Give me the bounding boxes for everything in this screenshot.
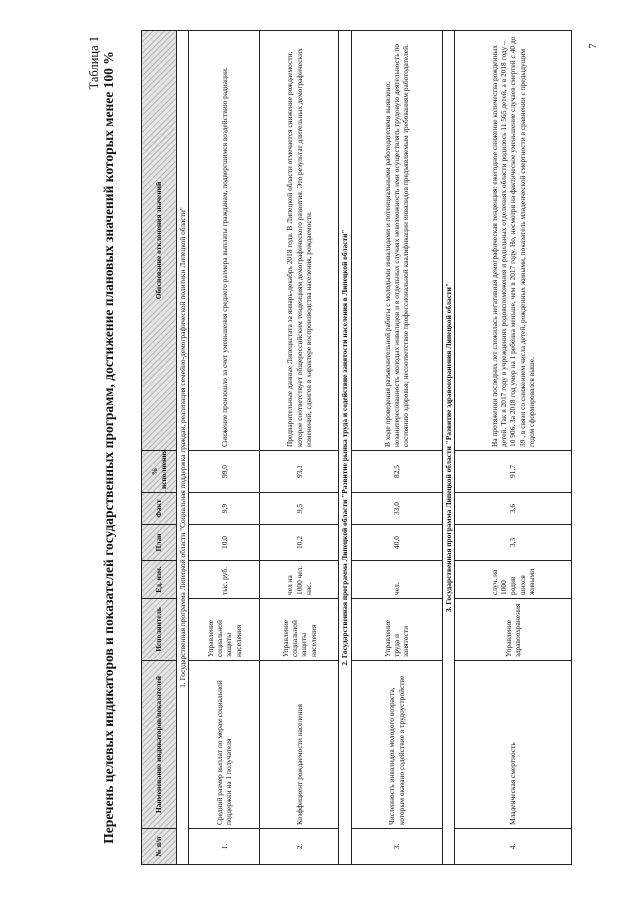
plan-value: 40,0: [351, 525, 442, 561]
section-title: 3. Государственная программа Липецкой области "Развитие здравоохранения Липецкой области": [442, 31, 454, 865]
percent-value: 99,0: [189, 451, 260, 493]
plan-value: 10,2: [260, 525, 339, 561]
deviation-reason: На протяжении последних лет сложилась негативная демографическая тенденция: ежегодное снижение количества рожденных детей. Так в 2017 году в учреждениях родовспоможения и родильных отделениях области родилось 11 565 детей, а в 2018 году – 10 906. За 2018 год умер на 1 ребёнка меньше, чем в 2017 году. Но, несмотря на фактическое уменьшение случаев смертей с 40 до 39 , в связи со снижением числа детей, рожденных живыми, показатель младенческой смертности в сравнении с предыдущим годом сформировался выше.: [454, 31, 571, 451]
section-row: [442, 31, 454, 865]
fact-value: 33,0: [351, 493, 442, 525]
indicator-name: Коэффициент рождаемости населения: [260, 661, 339, 829]
column-header: Исполнитель: [142, 599, 177, 661]
section-title: 2. Государственная программа Липецкой области "Развитие рынка труда и содействие занятости населения в Липецкой области": [339, 31, 351, 865]
unit: чел на 1000 чел. нас.: [260, 561, 339, 599]
row-number: 1.: [189, 829, 260, 865]
percent-value: 91,7: [454, 451, 571, 493]
unit: чел.: [351, 561, 442, 599]
deviation-reason: Снижение произошло за счет уменьшения среднего размера выплаты гражданам, подвергшимся воздействию радиации.: [189, 31, 260, 451]
indicator-name: Младенческая смертность: [454, 661, 571, 829]
document-title: Перечень целевых индикаторов и показателей государственных программ, достижение плановых значений которых менее 100 %: [101, 51, 116, 844]
indicators-table: [141, 30, 572, 865]
indicator-name: Средний размер выплат по мерам социальной поддержки на 1 получателя: [189, 661, 260, 829]
table-row: [454, 31, 571, 865]
executor: Управление труда и занятости: [351, 599, 442, 661]
deviation-reason: Предварительные данные Липецкстата за январь-декабрь 2018 года. В Липецкой области отмечается снижение рождаемости, которое соответствует общероссийским тенденциям демографического развития. Это результат длительных демографических изменений, сдвигов в характере воспроизводства населения, рождаемости.: [260, 31, 339, 451]
executor: Управление здравоохранения: [454, 599, 571, 661]
row-number: 4.: [454, 829, 571, 865]
indicator-name: Численность инвалидов молодого возраста, которым оказано содействие в трудоустройстве: [351, 661, 442, 829]
column-header: Факт: [142, 493, 177, 525]
fact-value: 9,5: [260, 493, 339, 525]
executor: Управление социальной защиты населения: [189, 599, 260, 661]
fact-value: 9,9: [189, 493, 260, 525]
unit: тыс. руб.: [189, 561, 260, 599]
fact-value: 3,6: [454, 493, 571, 525]
deviation-reason: В ходе проведения разъяснительной работы с молодыми инвалидами и потенциальными работодателями выявлено: незаинтересованность молодых инвалидов и в отдельных случаях невозможность ими осуществлять трудовую деятельность по состоянию здоровья; несоответствие профессиональной квалификации инвалидов предъявляемым требованиям работодателей.: [351, 31, 442, 451]
executor: Управление социальной защиты населения: [260, 599, 339, 661]
row-number: 2.: [260, 829, 339, 865]
percent-value: 93,1: [260, 451, 339, 493]
table-row: [189, 31, 260, 865]
table-label: Таблица 1: [87, 36, 101, 90]
section-row: [177, 31, 189, 865]
table-row: [351, 31, 442, 865]
unit: случ. на 1000 родив шихся живыми: [454, 561, 571, 599]
column-header: План: [142, 525, 177, 561]
percent-value: 82,5: [351, 451, 442, 493]
plan-value: 10,0: [189, 525, 260, 561]
section-row: [339, 31, 351, 865]
column-header: № п/п: [142, 829, 177, 865]
table-header-row: [142, 31, 177, 865]
column-header: Ед. изм.: [142, 561, 177, 599]
table-row: [260, 31, 339, 865]
page-number: 7: [586, 43, 599, 49]
row-number: 3.: [351, 829, 442, 865]
rotated-document-content: [83, 30, 563, 865]
column-header: Обоснование отклонения значений: [142, 31, 177, 451]
column-header: % исполнения: [142, 451, 177, 493]
plan-value: 3,3: [454, 525, 571, 561]
column-header: Наименование индикаторов/показателей: [142, 661, 177, 829]
section-title: 1. Государственная программа Липецкой области "Социальная поддержка граждан, реализация семейно-демографической политики Липецкой области": [177, 31, 189, 865]
